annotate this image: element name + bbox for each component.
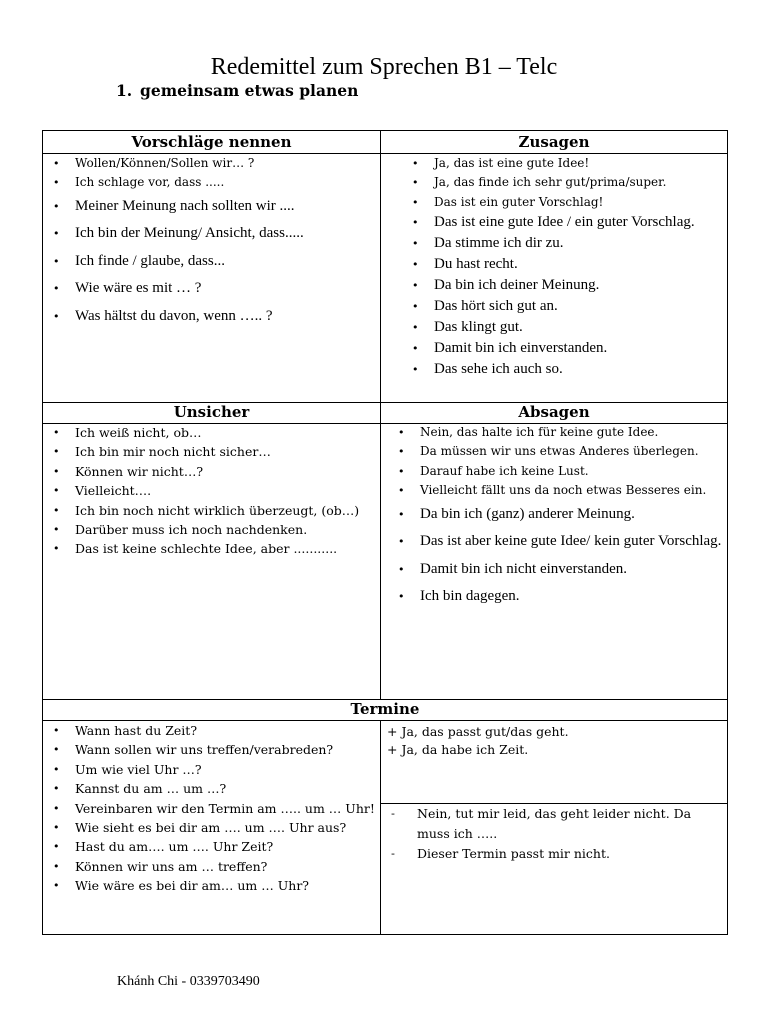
list-item: • Wann sollen wir uns treffen/verabreden? bbox=[45, 740, 375, 759]
header-termine: Termine bbox=[350, 700, 420, 718]
header-unsicher: Unsicher bbox=[173, 403, 250, 421]
list-item: • Vereinbaren wir den Termin am ….. um … Uhr! bbox=[45, 799, 375, 818]
list-item: • Das ist keine schlechte Idee, aber ........... bbox=[45, 539, 375, 558]
list-item: • Das klingt gut. bbox=[404, 317, 704, 338]
list-item: • Ich schlage vor, dass ..... bbox=[45, 173, 375, 192]
list-item: • Ich bin dagegen. bbox=[390, 583, 723, 611]
list-item: • Nein, das halte ich für keine gute Idee. bbox=[390, 423, 723, 442]
termine-negative bbox=[381, 804, 703, 864]
list-item: • Das hört sich gut an. bbox=[404, 296, 704, 317]
list-item: • Damit bin ich nicht einverstanden. bbox=[390, 556, 723, 584]
list-item: • Wie wäre es mit … ? bbox=[45, 275, 375, 303]
list-item: • Da bin ich deiner Meinung. bbox=[404, 275, 704, 296]
list-item: • Ich finde / glaube, dass... bbox=[45, 248, 375, 276]
vorschlaege-list bbox=[45, 154, 375, 330]
termine-positive bbox=[387, 723, 717, 758]
termine-questions-list bbox=[45, 721, 375, 896]
list-item: • Ich bin noch nicht wirklich überzeugt, (ob…) bbox=[45, 501, 375, 520]
list-item: • Ja, das ist eine gute Idee! bbox=[404, 154, 704, 173]
list-item: • Das sehe ich auch so. bbox=[404, 359, 704, 380]
list-item: • Damit bin ich einverstanden. bbox=[404, 338, 704, 359]
list-item: • Kannst du am … um …? bbox=[45, 779, 375, 798]
list-item: • Können wir uns am … treffen? bbox=[45, 857, 375, 876]
unsicher-list bbox=[45, 423, 375, 559]
list-item: • Da bin ich (ganz) anderer Meinung. bbox=[390, 501, 723, 529]
list-item: • Ja, das finde ich sehr gut/prima/super. bbox=[404, 173, 704, 192]
negative-reply: - Nein, tut mir leid, das geht leider nicht. Da muss ich ….. bbox=[381, 804, 703, 844]
list-item: • Wann hast du Zeit? bbox=[45, 721, 375, 740]
list-item: • Was hältst du davon, wenn ….. ? bbox=[45, 303, 375, 331]
absagen-list bbox=[390, 423, 723, 611]
list-item: • Vielleicht…. bbox=[45, 481, 375, 500]
list-item: • Ich bin der Meinung/ Ansicht, dass..... bbox=[45, 220, 375, 248]
list-item: • Wie sieht es bei dir am …. um …. Uhr aus? bbox=[45, 818, 375, 837]
list-item: • Darauf habe ich keine Lust. bbox=[390, 462, 723, 481]
list-item: • Meiner Meinung nach sollten wir .... bbox=[45, 193, 375, 221]
list-item: • Das ist eine gute Idee / ein guter Vorschlag. bbox=[404, 212, 704, 233]
list-item: • Du hast recht. bbox=[404, 254, 704, 275]
section-heading bbox=[116, 80, 358, 102]
list-item: • Vielleicht fällt uns da noch etwas Besseres ein. bbox=[390, 481, 723, 500]
list-item: • Darüber muss ich noch nachdenken. bbox=[45, 520, 375, 539]
list-item: • Um wie viel Uhr …? bbox=[45, 760, 375, 779]
list-item: • Wie wäre es bei dir am… um … Uhr? bbox=[45, 876, 375, 895]
header-vorschlaege: Vorschläge nennen bbox=[131, 133, 292, 151]
list-item: • Wollen/Können/Sollen wir… ? bbox=[45, 154, 375, 173]
positive-reply: + Ja, da habe ich Zeit. bbox=[387, 741, 529, 757]
positive-reply: + Ja, das passt gut/das geht. bbox=[387, 724, 569, 739]
list-item: • Hast du am…. um …. Uhr Zeit? bbox=[45, 837, 375, 856]
list-item: • Das ist aber keine gute Idee/ kein guter Vorschlag. bbox=[390, 528, 723, 556]
footer-contact: Khánh Chi - 0339703490 bbox=[117, 974, 260, 989]
header-zusagen: Zusagen bbox=[518, 133, 590, 151]
list-item: • Ich bin mir noch nicht sicher… bbox=[45, 442, 375, 461]
list-item: • Das ist ein guter Vorschlag! bbox=[404, 193, 704, 212]
section-number: 1. bbox=[116, 81, 133, 100]
negative-reply: - Dieser Termin passt mir nicht. bbox=[381, 844, 703, 864]
section-label: gemeinsam etwas planen bbox=[140, 81, 359, 100]
list-item: • Können wir nicht…? bbox=[45, 462, 375, 481]
header-absagen: Absagen bbox=[518, 403, 590, 421]
phrases-table bbox=[42, 130, 728, 935]
list-item: • Ich weiß nicht, ob… bbox=[45, 423, 375, 442]
zusagen-list bbox=[404, 154, 704, 380]
list-item: • Da stimme ich dir zu. bbox=[404, 233, 704, 254]
page-title: Redemittel zum Sprechen B1 – Telc bbox=[210, 54, 558, 80]
list-item: • Da müssen wir uns etwas Anderes überlegen. bbox=[390, 442, 723, 461]
